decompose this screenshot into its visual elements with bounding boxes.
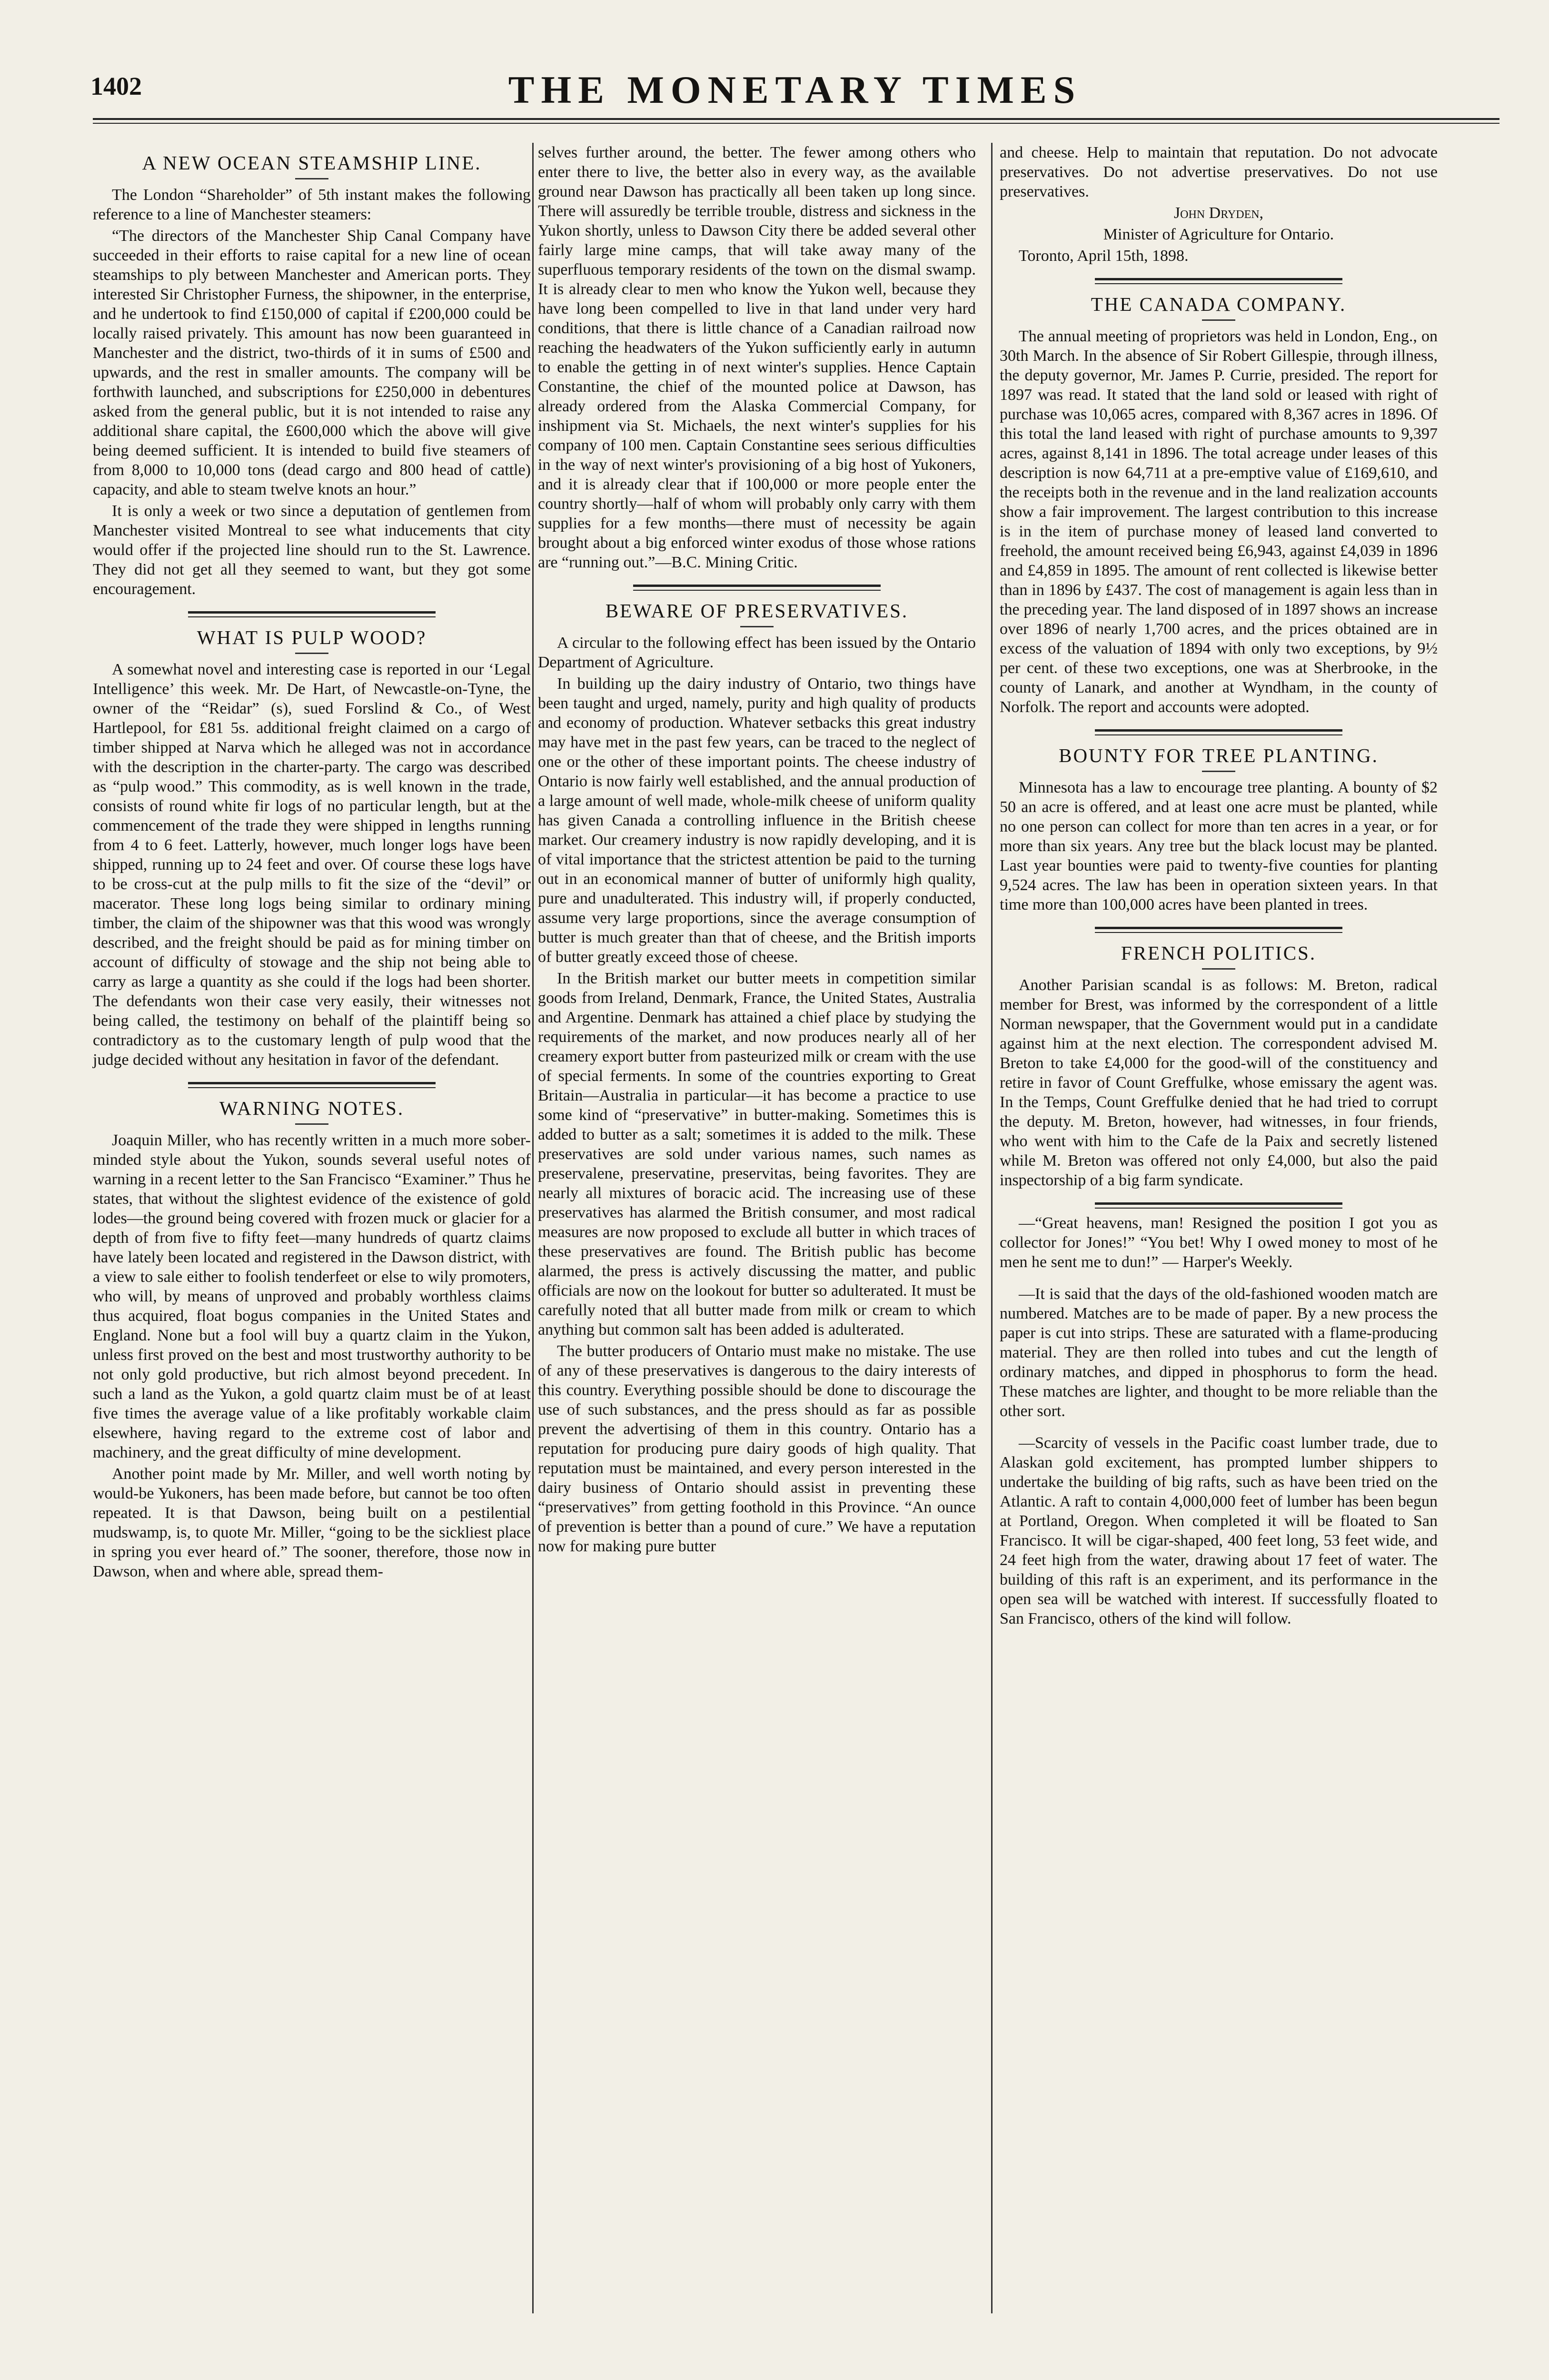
article-heading: BOUNTY FOR TREE PLANTING. bbox=[1059, 744, 1379, 766]
news-note: —It is said that the days of the old-fashioned wooden match are numbered. Matches are to be made of paper. By a new process the paper is cut into strips. These are saturated with a flame-producing material. They are then rolled into tubes and cut the length of ordinary matches, and dipped in phosphorus to form the head. These matches are lighter, and thought to be more reliable than the other sort. bbox=[1000, 1285, 1438, 1420]
section-separator bbox=[1095, 729, 1342, 735]
paragraph-continued: and cheese. Help to maintain that reputation. Do not advocate preservatives. Do not advertise preservatives. Do not use preservatives. bbox=[1000, 144, 1438, 200]
heading-rule bbox=[1202, 968, 1235, 970]
signature-title: Minister of Agriculture for Ontario. bbox=[1103, 226, 1334, 243]
heading-rule bbox=[295, 1123, 328, 1125]
heading-rule bbox=[1202, 771, 1235, 772]
paragraph: Another point made by Mr. Miller, and well worth noting by would-be Yukoners, has been made before, but cannot be too often repeated. It is that Dawson, being built on a pestilential mudswamp, is, to quote Mr. Miller, “going to be the sickliest place in spring you ever heard of.” The sooner, therefore, those now in Dawson, when and where able, spread them- bbox=[93, 1465, 531, 1580]
article-heading: FRENCH POLITICS. bbox=[1121, 942, 1317, 964]
article-ocean-steamship bbox=[93, 151, 531, 599]
section-separator bbox=[188, 611, 436, 617]
article-heading: WARNING NOTES. bbox=[219, 1097, 405, 1119]
section-separator bbox=[188, 1082, 436, 1088]
article-tree-planting bbox=[1000, 744, 1438, 914]
section-separator bbox=[1095, 1202, 1342, 1209]
signature-place-date: Toronto, April 15th, 1898. bbox=[1019, 247, 1189, 265]
section-separator bbox=[633, 585, 881, 591]
column-divider bbox=[532, 143, 534, 2313]
paragraph: “The directors of the Manchester Ship Canal Company have succeeded in their efforts to raise capital for a new line of ocean steamships to ply between Manchester and American ports. They interested Sir Christopher Furness, the shipowner, in the enterprise, and he undertook to find £150,000 of capital if £200,000 could be locally raised privately. This amount has now been guaranteed in Manchester and the district, two-thirds of it in sums of £500 and upwards, and the rest in smaller amounts. The company will be forthwith launched, and subscriptions for £250,000 in debentures asked from the general public, but it is not intended to raise any additional share capital, the £600,000 which the above will give being deemed sufficient. It is intended to build five steamers of from 8,000 to 10,000 tons (dead cargo and 800 head of cattle) capacity, and able to steam twelve knots an hour.” bbox=[93, 227, 531, 498]
paragraph-continued: selves further around, the better. The fewer among others who enter there to live, the better also in every way, as the available ground near Dawson has practically all been taken up long since. There will assuredly be terrible trouble, distress and sickness in the Yukon shortly, unless to Dawson City there be added several other fairly large mine camps, that will take away many of the superfluous temporary residents of the town on the dismal swamp. It is already clear to men who know the Yukon well, because they have long been compelled to live in that land under very hard conditions, that there is little chance of a Canadian railroad now reaching the headwaters of the Yukon sufficiently early in autumn to enable the getting in of next winter's supplies. Hence Captain Constantine, the chief of the mounted police at Dawson, has already ordered from the Alaska Commercial Company, for inshipment via St. Michaels, the next winter's supplies for his company of 100 men. Captain Constantine sees serious difficulties in the way of next winter's provisioning of a big host of Yukoners, and it is already clear that if 100,000 or more people enter the country shortly—half of whom will probably only carry with them supplies for a few months—there must of necessity be again brought about a big enforced winter exodus of those whose rations are “running out.”—B.C. Mining Critic. bbox=[538, 144, 976, 571]
article-french-politics bbox=[1000, 942, 1438, 1190]
column-3 bbox=[1000, 143, 1438, 1630]
masthead-rule bbox=[93, 118, 1499, 120]
article-heading: THE CANADA COMPANY. bbox=[1091, 293, 1347, 315]
signature-name: John Dryden, bbox=[1173, 204, 1264, 222]
paragraph: A somewhat novel and interesting case is reported in our ‘Legal Intelligence’ this week. Mr. De Hart, of Newcastle-on-Tyne, the owner of the “Reidar” (s), sued Forslind & Co., of West Hartlepool, for £81 5s. additional freight claimed on a cargo of timber shipped at Narva which he alleged was not in accordance with the description in the charter-party. The cargo was described as “pulp wood.” This commodity, as is well known in the trade, consists of round white fir logs of no particular length, but at the commencement of the trade they were shipped in lengths running from 4 to 6 feet. Latterly, however, much longer logs have been shipped, running up to 24 feet and over. Of course these logs have to be cross-cut at the pulp mills to fit the size of the “devil” or macerator. These long logs being similar to ordinary mining timber, the claim of the shipowner was that this wood was wrongly described, and the freight should be paid as for mining timber on account of difficulty of stowage and the ship not being able to carry as large a quantity as she could if the logs had been shorter. The defendants won their case very easily, their witnesses not being called, the testimony on behalf of the plaintiff being so contradictory as to the customary length of pulp wood that the judge decided without any hesitation in favor of the defendant. bbox=[93, 661, 531, 1069]
article-heading: WHAT IS PULP WOOD? bbox=[197, 626, 427, 648]
page-number: 1402 bbox=[90, 72, 142, 100]
news-note: —Scarcity of vessels in the Pacific coast lumber trade, due to Alaskan gold excitement, has prompted lumber shippers to undertake the building of big rafts, such as have been tried on the Atlantic. A raft to contain 4,000,000 feet of lumber has been begun at Portland, Oregon. When completed it will be floated to San Francisco. It will be cigar-shaped, 400 feet long, 53 feet wide, and 24 feet high from the water, drawing about 17 feet of water. The building of this raft is an experiment, and its performance in the open sea will be watched with interest. If successfully floated to San Francisco, others of the kind will follow. bbox=[1000, 1434, 1438, 1627]
news-note: —“Great heavens, man! Resigned the position I got you as collector for Jones!” “You bet! Why I owed money to most of he men he sent me to dun!” — Harper's Weekly. bbox=[1000, 1214, 1438, 1271]
masthead bbox=[90, 68, 1499, 111]
article-preservatives bbox=[538, 599, 976, 1556]
column-divider bbox=[991, 143, 993, 2313]
paragraph: Minnesota has a law to encourage tree planting. A bounty of $2 50 an acre is offered, and at least one acre must be planted, while no one person can collect for more than ten acres in a year, or for more than six years. Any tree but the black locust may be planted. Last year bounties were paid to twenty-five counties for planting 9,524 acres. The law has been in operation sixteen years. In that time more than 100,000 acres have been planted in trees. bbox=[1000, 779, 1438, 913]
heading-rule bbox=[295, 653, 328, 654]
article-heading: BEWARE OF PRESERVATIVES. bbox=[605, 600, 909, 622]
article-warning-notes bbox=[93, 1097, 531, 1581]
paragraph: A circular to the following effect has been issued by the Ontario Department of Agriculture. bbox=[538, 634, 976, 671]
article-pulp-wood bbox=[93, 626, 531, 1070]
paragraph: The butter producers of Ontario must make no mistake. The use of any of these preservatives is dangerous to the dairy interests of this country. Everything possible should be done to discourage the use of such substances, and the press should as far as possible prevent the advertising of them in this country. Ontario has a reputation for producing pure dairy goods of high quality. That reputation must be maintained, and every person interested in the dairy business of Ontario should assist in preventing these “preservatives” from getting foothold in this Province. “An ounce of prevention is better than a pound of cure.” We have a reputation now for making pure butter bbox=[538, 1342, 976, 1555]
paragraph: In building up the dairy industry of Ontario, two things have been taught and urged, namely, purity and high quality of products and economy of production. Whatever setbacks this great industry may have met in the past few years, can be traced to the neglect of one or the other of these important points. The cheese industry of Ontario is now fairly well established, and the annual production of a large amount of well made, whole-milk cheese of uniform quality has given Canada a controlling influence in the British cheese market. Our creamery industry is now rapidly developing, and it is of vital importance that the strictest attention be paid to the turning out in an economical manner of butter of uniformly high quality, pure and unadulterated. This industry will, if properly conducted, assume very large proportions, since the average consumption of butter is much greater than that of cheese, and the British imports of butter greatly exceed those of cheese. bbox=[538, 675, 976, 966]
masthead-rule-thin bbox=[93, 123, 1499, 124]
article-heading: A NEW OCEAN STEAMSHIP LINE. bbox=[142, 152, 482, 174]
column-2 bbox=[538, 143, 976, 1567]
paragraph: In the British market our butter meets in competition similar goods from Ireland, Denmark, France, the United States, Australia and Argentine. Denmark has attained a chief place by studying the requirements of the market, and now produces nearly all of her creamery export butter from pasteurized milk or cream with the use of special ferments. In some of the countries exporting to Great Britain—Australia in particular—it has become a practice to use some kind of “preservative” in butter-making. Sometimes this is added to butter as a salt; sometimes it is added to the milk. These preservatives are sold under various names, such names as preservalene, preservatine, preservitas, being favorites. They are nearly all mixtures of boracic acid. The increasing use of these preservatives has alarmed the British consumer, and most radical measures are now proposed to exclude all butter in which traces of these preservatives are found. The British public has become alarmed, the press is actively discussing the matter, and public officials are now on the lookout for butter so adulterated. It must be carefully noted that all butter made from milk or cream to which anything but common salt has been added is adulterated. bbox=[538, 970, 976, 1339]
newspaper-title: THE MONETARY TIMES bbox=[508, 68, 1082, 111]
paragraph: Another Parisian scandal is as follows: M. Breton, radical member for Brest, was informed by the correspondent of a little Norman newspaper, that the Government would put in a candidate against him at the next election. The correspondent advised M. Breton to take £4,000 for the good-will of the constituency and retire in favor of Count Greffulke, whose emissary the agent was. In the Temps, Count Greffulke denied that he had tried to corrupt the deputy. M. Breton, however, had witnesses, in four friends, who went with him to the Cafe de la Paix and secretly listened while M. Breton was offered not only £4,000, but also the paid inspectorship of a big farm syndicate. bbox=[1000, 976, 1438, 1189]
heading-rule bbox=[1202, 319, 1235, 321]
paragraph: It is only a week or two since a deputation of gentlemen from Manchester visited Montreal to see what inducements that city would offer if the projected line should run to the St. Lawrence. They did not get all they seemed to want, but they got some encouragement. bbox=[93, 502, 531, 598]
section-separator bbox=[1095, 278, 1342, 284]
column-1 bbox=[93, 143, 531, 1592]
paragraph: Joaquin Miller, who has recently written in a much more sober-minded style about the Yukon, sounds several useful notes of warning in a recent letter to the San Francisco “Examiner.” Thus he states, that without the slightest evidence of the existence of gold lodes—the ground being covered with frozen muck or glacier for a depth of from five to fifty feet—many hundreds of quartz claims have lately been located and registered in the Dawson district, with a view to sale either to foolish tenderfeet or else to wily promoters, who will, by means of unproved and probably worthless claims thus acquired, float bogus companies in the United States and England. None but a fool will buy a quartz claim in the Yukon, unless first proved on the best and most trustworthy authority to be not only gold productive, but rich almost beyond precedent. In such a land as the Yukon, a gold quartz claim must be of at least five times the average value of a like profitably workable claim elsewhere, having regard to the extreme cost of labor and machinery, and the great difficulty of mine development. bbox=[93, 1131, 531, 1461]
section-separator bbox=[1095, 927, 1342, 933]
paragraph: The London “Shareholder” of 5th instant makes the following reference to a line of Manchester steamers: bbox=[93, 186, 531, 223]
article-canada-company bbox=[1000, 293, 1438, 717]
heading-rule bbox=[740, 626, 774, 627]
paragraph: The annual meeting of proprietors was held in London, Eng., on 30th March. In the absence of Sir Robert Gillespie, through illness, the deputy governor, Mr. James P. Currie, presided. The report for 1897 was read. It stated that the land sold or leased with right of purchase was 10,065 acres, compared with 8,367 acres in 1896. Of this total the land leased with right of purchase amounts to 9,397 acres, against 8,141 in 1896. The total acreage under leases of this description is now 64,711 at a pre-emptive value of £169,610, and the receipts both in the revenue and in the land realization accounts show a fair improvement. The largest contribution to this increase is in the item of purchase money of leased land converted to freehold, the amount received being £6,943, against £4,039 in 1896 and £4,859 in 1895. The amount of rent collected is likewise better than in 1896 by £437. The cost of management is again less than in the preceding year. The land disposed of in 1897 shows an increase over 1896 of nearly 1,700 acres, and the prices obtained are in excess of the valuation of 1894 with only two exceptions, by 9½ per cent. of these two exceptions, one was at Sherbrooke, in the county of Lanark, and another at Wyndham, in the county of Norfolk. The report and accounts were adopted. bbox=[1000, 327, 1438, 716]
heading-rule bbox=[295, 178, 328, 179]
